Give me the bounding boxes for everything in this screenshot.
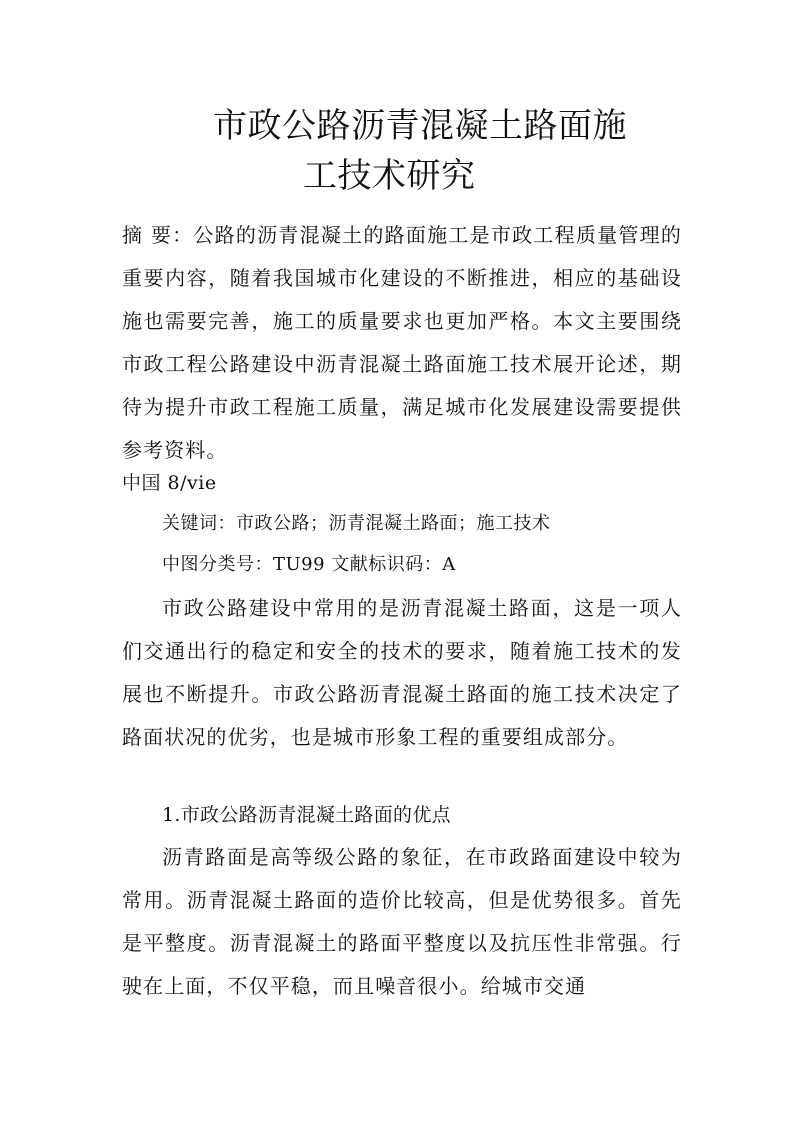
abstract-paragraph: 摘 要：公路的沥青混凝土的路面施工是市政工程质量管理的重要内容，随着我国城市化建设的不断推进，相应的基础设施也需要完善，施工的质量要求也更加严格。本文主要围绕市政工程公路建设中沥青混凝土路面施工技术展开论述，期待为提升市政工程施工质量，满足城市化发展建设需要提供参考资料。 bbox=[122, 223, 682, 462]
section-1-heading: 1.市政公路沥青混凝土路面的优点 bbox=[162, 804, 451, 826]
section-1-paragraph: 沥青路面是高等级公路的象征，在市政路面建设中较为常用。沥青混凝土路面的造价比较高，但是优势很多。首先是平整度。沥青混凝土的路面平整度以及抗压性非常强。行驶在上面，不仅平稳，而且噪音很小。给城市交通 bbox=[122, 845, 682, 998]
keywords-line: 关键词：市政公路；沥青混凝土路面；施工技术 bbox=[162, 513, 551, 534]
document-title-line-2: 工技术研究 bbox=[303, 156, 476, 196]
intro-paragraph: 市政公路建设中常用的是沥青混凝土路面，这是一项人们交通出行的稳定和安全的技术的要求，随着施工技术的发展也不断提升。市政公路沥青混凝土路面的施工技术决定了路面状况的优劣，也是城市形象工程的重要组成部分。 bbox=[122, 596, 682, 749]
classification-line: 中图分类号：TU99 文献标识码：A bbox=[162, 554, 456, 575]
document-title-line-1: 市政公路沥青混凝土路面施 bbox=[213, 106, 627, 146]
affiliation-line: 中国 8/vie bbox=[122, 472, 217, 494]
